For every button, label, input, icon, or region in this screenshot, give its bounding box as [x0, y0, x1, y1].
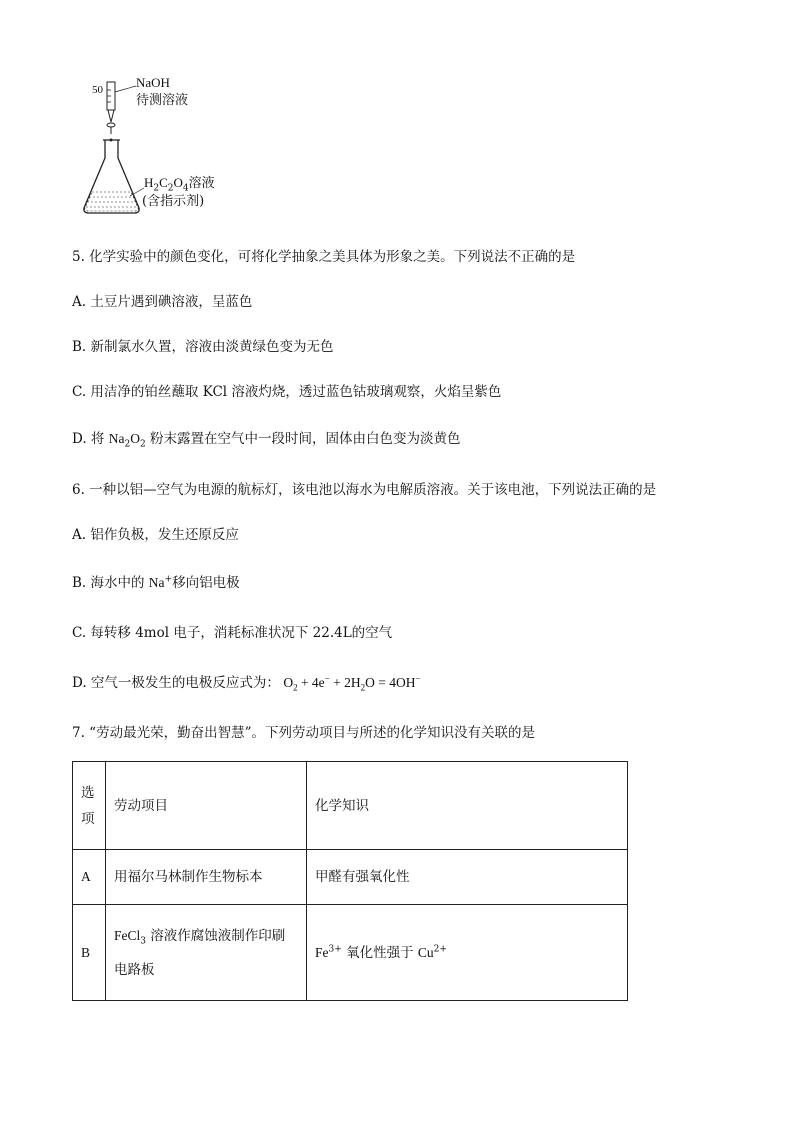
burette-stopcock — [108, 110, 114, 122]
row-b-option: B — [73, 905, 106, 1001]
row-a-labor-item: 用福尔马林制作生物标本 — [106, 850, 307, 905]
flask-label-2: (含指示剂) — [142, 194, 205, 209]
row-a-option: A — [73, 850, 106, 905]
row-a-knowledge: 甲醛有强氧化性 — [307, 850, 628, 905]
q7-table — [72, 761, 628, 1001]
row-b-labor-item: FeCl$_3$ 溶液作腐蚀液制作印刷 电路板 — [106, 905, 307, 1001]
flask-liquid — [85, 192, 138, 211]
table-row — [73, 850, 628, 905]
q7-stem: 7. “劳动最光荣，勤奋出智慧”。下列劳动项目与所述的化学知识没有关联的是 — [72, 725, 535, 741]
q5-option-a: A. 土豆片遇到碘溶液，呈蓝色 — [72, 294, 253, 310]
q6-option-c: C. 每转移 4mol 电子，消耗标准状况下 22.4L的空气 — [72, 625, 393, 641]
flask-label-1: $H_2C_2O_4$溶液 — [144, 175, 215, 194]
burette-label-1: NaOH — [136, 75, 170, 90]
titration-figure — [78, 75, 238, 224]
header-chemical-knowledge: 化学知识 — [307, 762, 628, 850]
header-labor-item: 劳动项目 — [106, 762, 307, 850]
header-option: 选 项 — [73, 762, 106, 850]
q6-option-a: A. 铝作负极，发生还原反应 — [72, 527, 239, 543]
q5-option-d: D. 将 $Na_2O_2$ 粉末露置在空气中一段时间，固体由白色变为淡黄色 — [72, 431, 461, 450]
row-b-knowledge: $Fe^{3+}$ 氧化性强于 $Cu^{2+}$ — [307, 905, 628, 1001]
q6-option-d: D. 空气一极发生的电极反应式为： $O_2 + 4e^- + 2H_2O = 4OH^-$ — [72, 673, 421, 693]
burette-label-2: 待测溶液 — [136, 93, 189, 108]
q5-option-c: C. 用洁净的铂丝蘸取 KCl 溶液灼烧，透过蓝色钴玻璃观察，火焰呈紫色 — [72, 384, 502, 400]
table-row — [73, 905, 628, 1001]
burette-mark: 50 — [92, 84, 103, 96]
q6-stem: 6. 一种以铝—空气为电源的航标灯，该电池以海水为电解质溶液。关于该电池，下列说法正确的是 — [72, 482, 657, 498]
table-header-row — [73, 762, 628, 850]
q5-stem: 5. 化学实验中的颜色变化，可将化学抽象之美具体为形象之美。下列说法不正确的是 — [72, 249, 576, 265]
q6-option-b: B. 海水中的 Na+移向铝电极 — [72, 574, 240, 591]
electrode-equation: $O_2 + 4e^- + 2H_2O = 4OH^-$ — [283, 673, 421, 693]
q5-option-b: B. 新制氯水久置，溶液由淡黄绿色变为无色 — [72, 339, 334, 355]
